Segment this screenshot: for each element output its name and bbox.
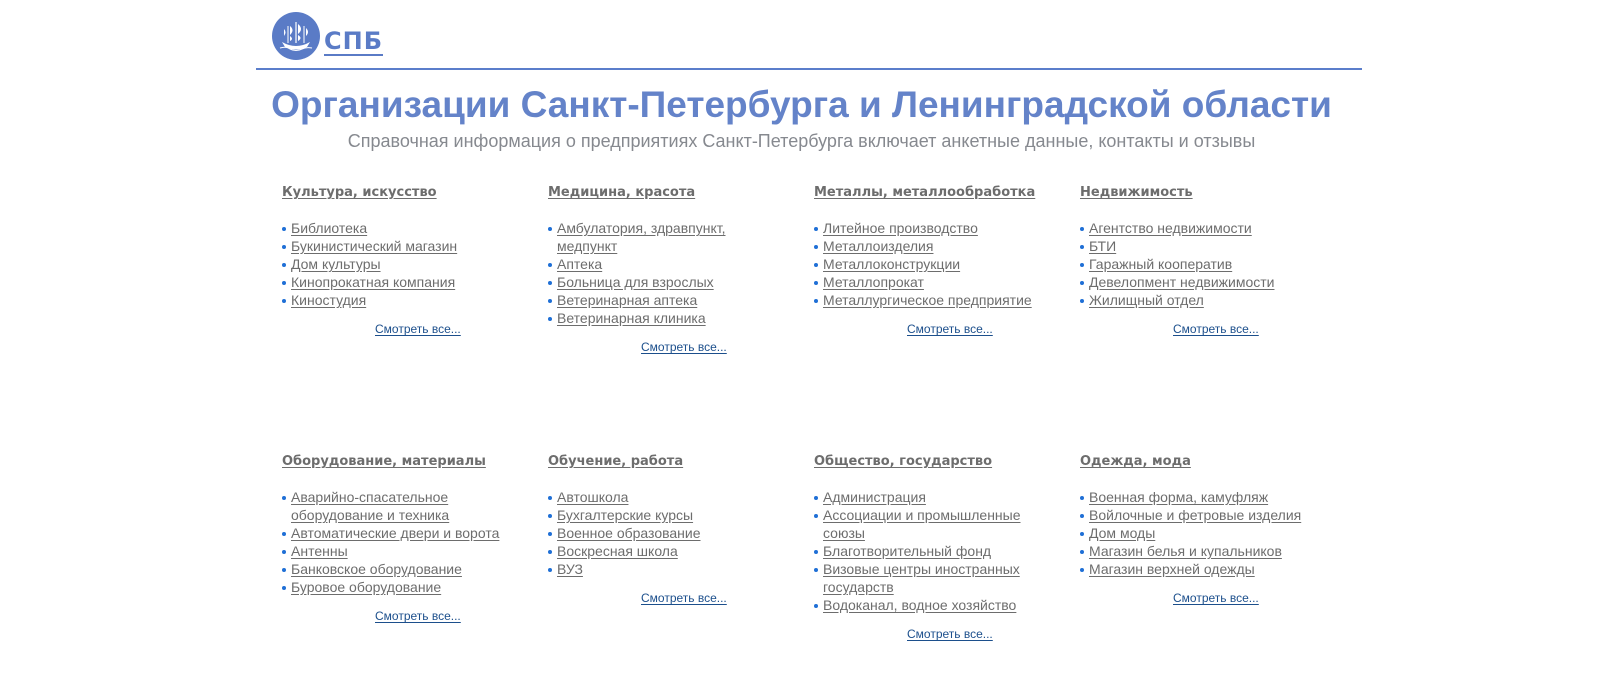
list-item bbox=[814, 273, 1064, 291]
list-item bbox=[814, 291, 1064, 309]
list-item bbox=[1080, 488, 1330, 506]
item-link[interactable]: Ветеринарная клиника bbox=[557, 310, 706, 326]
category-medicine bbox=[548, 183, 798, 355]
list-item bbox=[282, 255, 532, 273]
see-all-link[interactable]: Смотреть все... bbox=[375, 609, 461, 623]
item-link[interactable]: Ассоциации и промышленные союзы bbox=[823, 507, 1021, 541]
item-link[interactable]: Девелопмент недвижимости bbox=[1089, 274, 1275, 290]
list-item bbox=[1080, 560, 1330, 578]
category-title-link[interactable]: Обучение, работа bbox=[548, 454, 684, 469]
category-title-link[interactable]: Общество, государство bbox=[814, 454, 993, 469]
category-item-list bbox=[548, 488, 798, 578]
category-title-link[interactable]: Одежда, мода bbox=[1080, 454, 1191, 469]
category-metals bbox=[814, 183, 1064, 337]
list-item bbox=[1080, 237, 1330, 255]
item-link[interactable]: Киностудия bbox=[291, 292, 367, 308]
item-link[interactable]: Амбулатория, здравпункт, медпункт bbox=[557, 220, 726, 254]
category-society bbox=[814, 452, 1064, 642]
list-item bbox=[548, 273, 733, 291]
category-equipment bbox=[282, 452, 532, 624]
list-item bbox=[282, 488, 507, 524]
item-link[interactable]: Дом культуры bbox=[291, 256, 381, 272]
item-link[interactable]: Кинопрокатная компания bbox=[291, 274, 456, 290]
page-subtitle: Справочная информация о предприятиях Санкт-Петербурга включает анкетные данные, контакты и отзывы bbox=[347, 131, 1256, 151]
list-item bbox=[814, 560, 1039, 596]
item-link[interactable]: Ветеринарная аптека bbox=[557, 292, 698, 308]
item-link[interactable]: Дом моды bbox=[1089, 525, 1156, 541]
see-all-link[interactable]: Смотреть все... bbox=[641, 340, 727, 354]
item-link[interactable]: Агентство недвижимости bbox=[1089, 220, 1252, 236]
category-title-link[interactable]: Оборудование, материалы bbox=[282, 454, 486, 469]
item-link[interactable]: ВУЗ bbox=[557, 561, 583, 577]
list-item bbox=[1080, 219, 1330, 237]
item-link[interactable]: Визовые центры иностранных государств bbox=[823, 561, 1020, 595]
category-item-list bbox=[282, 219, 532, 309]
list-item bbox=[1080, 506, 1330, 524]
item-link[interactable]: Букинистический магазин bbox=[291, 238, 458, 254]
item-link[interactable]: Военное образование bbox=[557, 525, 701, 541]
list-item bbox=[814, 255, 1064, 273]
item-link[interactable]: Металлоконструкции bbox=[823, 256, 961, 272]
category-culture bbox=[282, 183, 532, 337]
list-item bbox=[282, 219, 532, 237]
see-all-link[interactable]: Смотреть все... bbox=[1173, 591, 1259, 605]
category-item-list bbox=[1080, 488, 1330, 578]
list-item bbox=[548, 524, 798, 542]
item-link[interactable]: Автошкола bbox=[557, 489, 629, 505]
list-item bbox=[814, 488, 1039, 506]
item-link[interactable]: Воскресная школа bbox=[557, 543, 678, 559]
list-item bbox=[814, 219, 1064, 237]
item-link[interactable]: Гаражный кооператив bbox=[1089, 256, 1233, 272]
item-link[interactable]: БТИ bbox=[1089, 238, 1117, 254]
list-item bbox=[1080, 273, 1330, 291]
list-item bbox=[548, 291, 733, 309]
item-link[interactable]: Антенны bbox=[291, 543, 348, 559]
category-title-link[interactable]: Металлы, металлообработка bbox=[814, 185, 1036, 200]
item-link[interactable]: Библиотека bbox=[291, 220, 368, 236]
item-link[interactable]: Металлоизделия bbox=[823, 238, 934, 254]
list-item bbox=[814, 237, 1064, 255]
list-item bbox=[814, 506, 1039, 542]
category-real-estate bbox=[1080, 183, 1330, 337]
see-all-link[interactable]: Смотреть все... bbox=[907, 322, 993, 336]
item-link[interactable]: Аптека bbox=[557, 256, 603, 272]
list-item bbox=[282, 524, 507, 542]
see-all-link[interactable]: Смотреть все... bbox=[1173, 322, 1259, 336]
list-item bbox=[282, 560, 507, 578]
list-item bbox=[282, 273, 532, 291]
list-item bbox=[282, 578, 507, 596]
item-link[interactable]: Буровое оборудование bbox=[291, 579, 442, 595]
list-item bbox=[548, 309, 733, 327]
list-item bbox=[548, 542, 798, 560]
list-item bbox=[1080, 542, 1330, 560]
list-item bbox=[282, 291, 532, 309]
category-clothing bbox=[1080, 452, 1330, 606]
list-item bbox=[1080, 255, 1330, 273]
see-all-link[interactable]: Смотреть все... bbox=[641, 591, 727, 605]
item-link[interactable]: Больница для взрослых bbox=[557, 274, 714, 290]
item-link[interactable]: Автоматические двери и ворота bbox=[291, 525, 500, 541]
item-link[interactable]: Водоканал, водное хозяйство bbox=[823, 597, 1017, 613]
item-link[interactable]: Металлургическое предприятие bbox=[823, 292, 1032, 308]
list-item bbox=[548, 255, 733, 273]
page-title: Организации Санкт-Петербурга и Ленинградской области bbox=[271, 84, 1332, 125]
see-all-link[interactable]: Смотреть все... bbox=[375, 322, 461, 336]
list-item bbox=[282, 542, 507, 560]
category-item-list bbox=[548, 219, 733, 327]
list-item bbox=[548, 560, 798, 578]
logo-text: СПБ bbox=[324, 27, 383, 55]
see-all-link[interactable]: Смотреть все... bbox=[907, 627, 993, 641]
item-link[interactable]: Металлопрокат bbox=[823, 274, 924, 290]
category-item-list bbox=[282, 488, 507, 596]
list-item bbox=[282, 237, 532, 255]
list-item bbox=[814, 596, 1039, 614]
item-link[interactable]: Магазин белья и купальников bbox=[1089, 543, 1282, 559]
ship-logo-icon bbox=[272, 12, 320, 60]
logo-link[interactable] bbox=[272, 12, 383, 60]
list-item bbox=[548, 219, 733, 255]
list-item bbox=[1080, 291, 1330, 309]
category-education bbox=[548, 452, 798, 606]
item-link[interactable]: Военная форма, камуфляж bbox=[1089, 489, 1269, 505]
list-item bbox=[548, 506, 798, 524]
item-link[interactable]: Магазин верхней одежды bbox=[1089, 561, 1255, 577]
category-item-list bbox=[814, 219, 1064, 309]
list-item bbox=[548, 488, 798, 506]
category-title-link[interactable]: Недвижимость bbox=[1080, 185, 1193, 200]
item-link[interactable]: Бухгалтерские курсы bbox=[557, 507, 694, 523]
item-link[interactable]: Литейное производство bbox=[823, 220, 978, 236]
item-link[interactable]: Благотворительный фонд bbox=[823, 543, 992, 559]
item-link[interactable]: Банковское оборудование bbox=[291, 561, 462, 577]
item-link[interactable]: Жилищный отдел bbox=[1089, 292, 1204, 308]
list-item bbox=[1080, 524, 1330, 542]
item-link[interactable]: Аварийно-спасательное оборудование и техника bbox=[291, 489, 450, 523]
category-title-link[interactable]: Культура, искусство bbox=[282, 185, 437, 200]
item-link[interactable]: Войлочные и фетровые изделия bbox=[1089, 507, 1302, 523]
category-title-link[interactable]: Медицина, красота bbox=[548, 185, 696, 200]
list-item bbox=[814, 542, 1039, 560]
item-link[interactable]: Администрация bbox=[823, 489, 926, 505]
site-header bbox=[256, 12, 1362, 70]
category-item-list bbox=[1080, 219, 1330, 309]
category-item-list bbox=[814, 488, 1039, 614]
